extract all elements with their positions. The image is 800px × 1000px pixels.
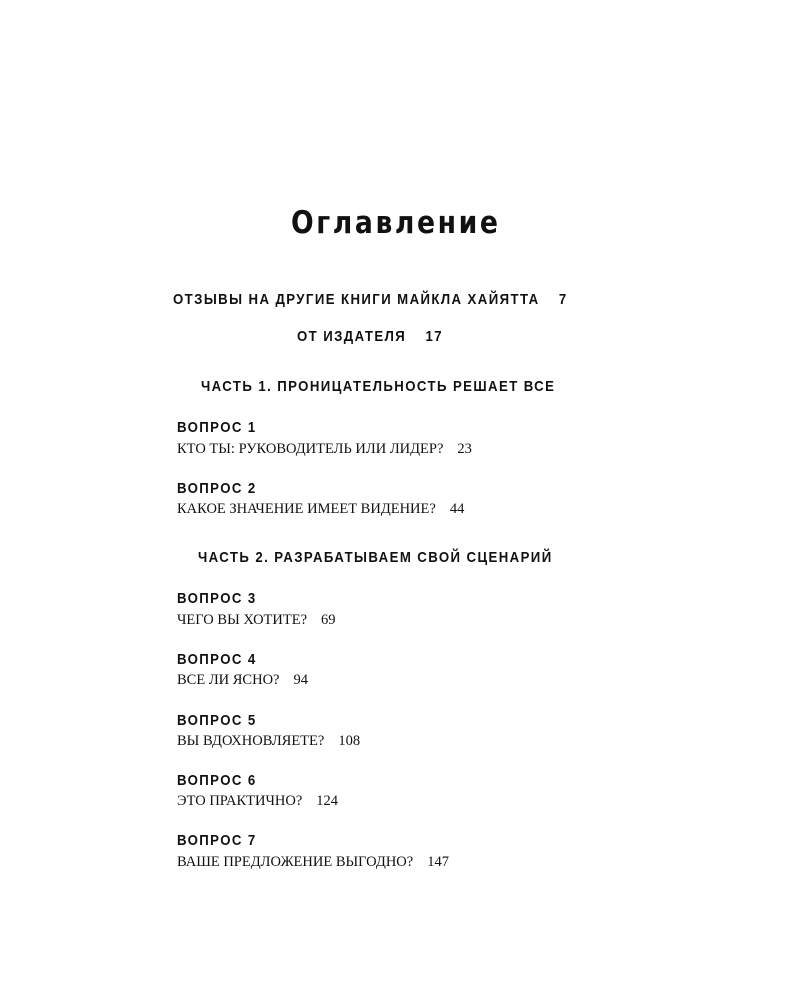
toc-question-entry[interactable] [177, 732, 360, 750]
toc-question-text: ЭТО ПРАКТИЧНО? [177, 793, 303, 809]
toc-part-label: ЧАСТЬ 2. РАЗРАБАТЫВАЕМ СВОЙ СЦЕНАРИЙ [198, 549, 553, 566]
toc-question-text: ВСЕ ЛИ ЯСНО? [177, 672, 280, 688]
toc-question-text: ВЫ ВДОХНОВЛЯЕТЕ? [177, 733, 325, 749]
toc-page-number: 124 [316, 793, 339, 809]
toc-question-label: ВОПРОС 6 [177, 772, 257, 789]
toc-question-label: ВОПРОС 2 [177, 480, 257, 497]
toc-question-text: ЧЕГО ВЫ ХОТИТЕ? [177, 612, 308, 628]
toc-question-entry[interactable] [177, 440, 472, 458]
toc-part-2[interactable] [198, 549, 553, 567]
toc-question-text: КТО ТЫ: РУКОВОДИТЕЛЬ ИЛИ ЛИДЕР? [177, 441, 444, 457]
toc-question-text: КАКОЕ ЗНАЧЕНИЕ ИМЕЕТ ВИДЕНИЕ? [177, 501, 436, 517]
toc-page-number: 17 [425, 328, 444, 345]
toc-page-number: 7 [558, 291, 568, 308]
toc-page-number: 108 [338, 733, 361, 749]
toc-question-label: ВОПРОС 5 [177, 712, 257, 729]
toc-page-number: 23 [457, 441, 472, 457]
toc-question-label: ВОПРОС 3 [177, 590, 257, 607]
toc-question-entry[interactable] [177, 671, 308, 689]
toc-entry-label: ОТЗЫВЫ НА ДРУГИЕ КНИГИ МАЙКЛА ХАЙЯТТА [173, 291, 540, 308]
toc-question-text: ВАШЕ ПРЕДЛОЖЕНИЕ ВЫГОДНО? [177, 854, 414, 870]
toc-question-label: ВОПРОС 4 [177, 651, 257, 668]
toc-page-number: 147 [427, 854, 449, 870]
toc-question-label: ВОПРОС 7 [177, 832, 257, 849]
toc-entry-front-reviews[interactable] [173, 291, 568, 309]
toc-part-1[interactable] [201, 378, 555, 396]
toc-page-number: 69 [321, 612, 336, 628]
toc-entry-label: ОТ ИЗДАТЕЛЯ [297, 328, 407, 345]
toc-entry-front-publisher[interactable] [297, 328, 443, 346]
toc-question-entry[interactable] [177, 853, 449, 871]
toc-part-label: ЧАСТЬ 1. ПРОНИЦАТЕЛЬНОСТЬ РЕШАЕТ ВСЕ [201, 378, 556, 395]
toc-page-number: 94 [293, 672, 308, 688]
toc-question-entry[interactable] [177, 500, 464, 518]
page-title: Оглавление [291, 205, 501, 241]
toc-question-label: ВОПРОС 1 [177, 419, 257, 436]
toc-question-entry[interactable] [177, 611, 336, 629]
toc-question-entry[interactable] [177, 792, 338, 810]
toc-page-number: 44 [449, 501, 465, 517]
